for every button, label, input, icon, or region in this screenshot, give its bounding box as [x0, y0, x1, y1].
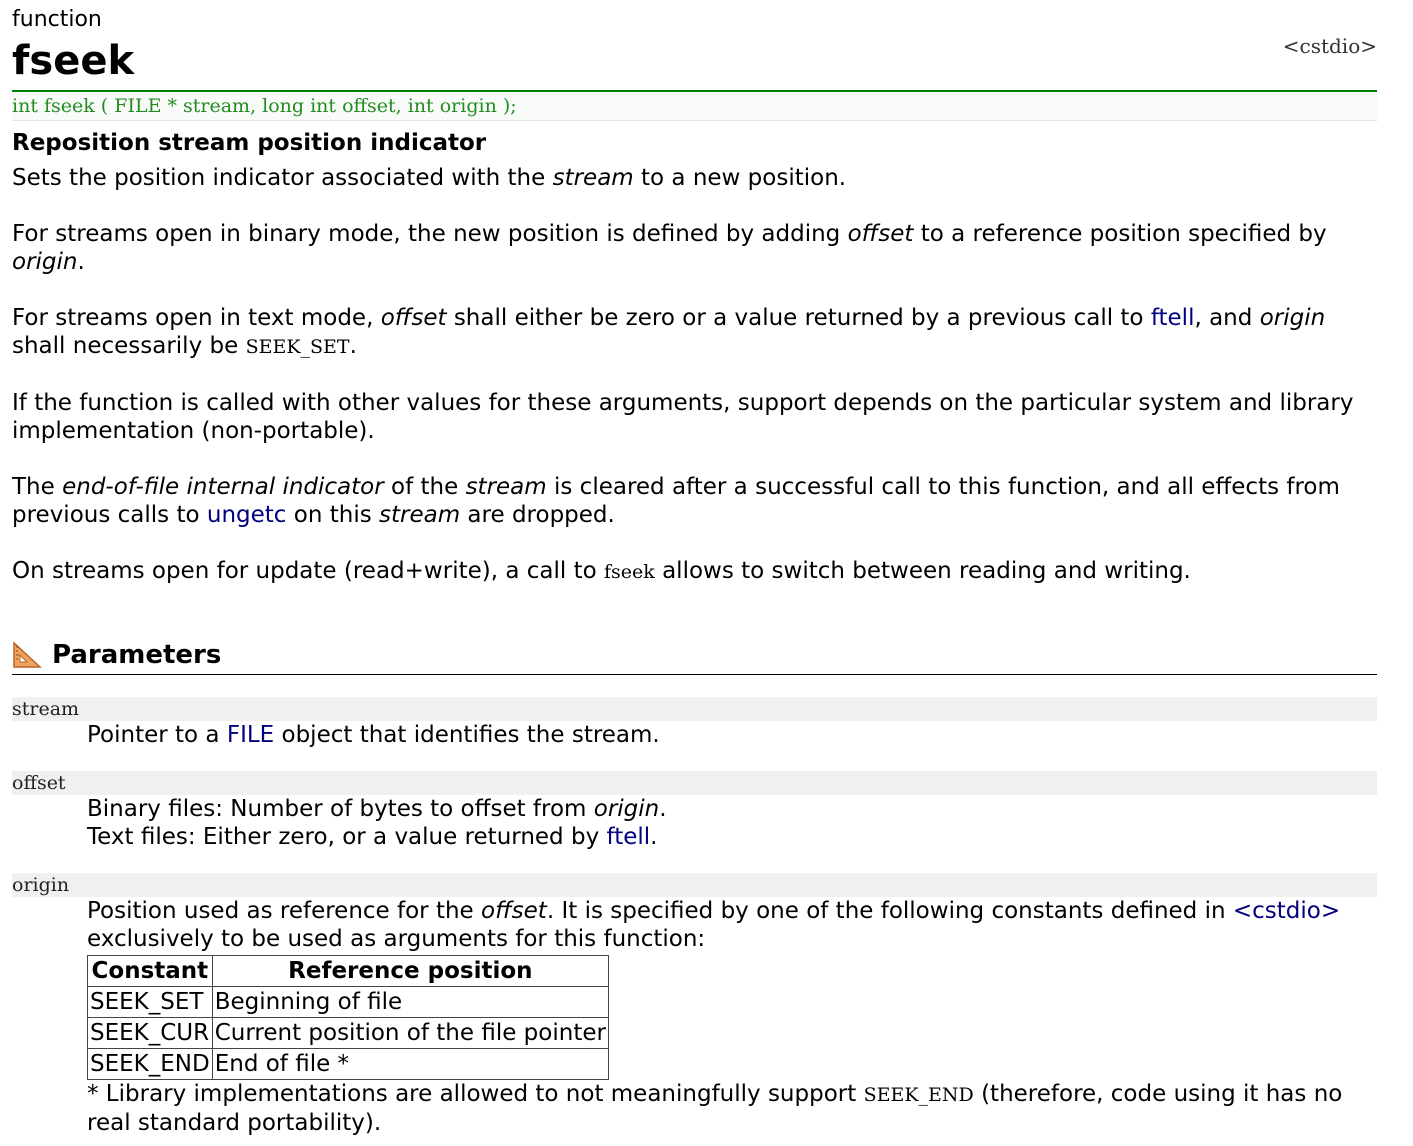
fseek-code: fseek [603, 561, 655, 583]
page-title: fseek [12, 38, 135, 84]
table-cell: SEEK_CUR [88, 1018, 213, 1049]
table-cell: SEEK_SET [88, 987, 213, 1018]
function-prototype: int fseek ( FILE * stream, long int offset, int origin ); [12, 90, 1377, 121]
entity-kind: function [12, 7, 102, 32]
offset-text-line: Text files: Either zero, or a value returned by ftell. [87, 824, 658, 850]
param-desc-origin [87, 897, 1377, 1137]
file-link[interactable]: FILE [226, 722, 275, 748]
description-paragraph-1: Sets the position indicator associated with the stream to a new position. [12, 165, 847, 191]
description-paragraph-2: For streams open in binary mode, the new position is defined by adding offset to a reference position specified by origin. [12, 221, 1327, 275]
table-header-constant: Constant [88, 956, 213, 987]
param-name-stream: stream [12, 697, 1377, 721]
seek-end-footnote: * Library implementations are allowed to not meaningfully support SEEK_END (therefore, code using it has no real standard portability). [87, 1081, 1343, 1136]
parameters-section-title: Parameters [52, 640, 222, 670]
header-library-label: <cstdio> [1282, 34, 1377, 58]
table-row [88, 987, 609, 1018]
offset-binary-line: Binary files: Number of bytes to offset from origin. [87, 796, 667, 822]
set-square-icon [12, 641, 42, 669]
table-row [88, 1018, 609, 1049]
table-cell: End of file * [212, 1049, 608, 1080]
table-header-reference: Reference position [212, 956, 608, 987]
description-paragraph-4: If the function is called with other values for these arguments, support depends on the particular system and library implementation (non-portable). [12, 390, 1354, 444]
table-row [88, 1049, 609, 1080]
ungetc-link[interactable]: ungetc [206, 502, 287, 528]
ftell-link-2[interactable]: ftell [606, 824, 651, 850]
cstdio-link[interactable]: <cstdio> [1232, 898, 1341, 924]
page-subtitle: Reposition stream position indicator [12, 130, 487, 156]
param-name-offset: offset [12, 771, 1377, 795]
param-desc-offset [87, 795, 1377, 851]
table-cell: SEEK_END [88, 1049, 213, 1080]
param-desc-stream: Pointer to a FILE object that identifies the stream. [87, 722, 660, 748]
table-header-row [88, 956, 609, 987]
param-name-origin: origin [12, 873, 1377, 897]
origin-description: Position used as reference for the offset. It is specified by one of the following constants defined in <cstdio> exclusively to be used as arguments for this function: [87, 898, 1341, 952]
ftell-link[interactable]: ftell [1150, 305, 1195, 331]
description-paragraph-5: The end-of-file internal indicator of the stream is cleared after a successful call to this function, and all effects from previous calls to ungetc on this stream are dropped. [12, 474, 1340, 528]
parameters-section-header [12, 638, 1377, 675]
origin-constants-table [87, 955, 609, 1080]
table-cell: Beginning of file [212, 987, 608, 1018]
description-paragraph-3: For streams open in text mode, offset shall either be zero or a value returned by a previous call to ftell, and origin shall necessarily be SEEK_SET. [12, 305, 1326, 359]
seek-end-code: SEEK_END [863, 1084, 974, 1106]
main-content [12, 124, 1377, 1137]
table-cell: Current position of the file pointer [212, 1018, 608, 1049]
seek-set-code: SEEK_SET [245, 336, 350, 358]
description-paragraph-6: On streams open for update (read+write), a call to fseek allows to switch between reading and writing. [12, 558, 1191, 584]
